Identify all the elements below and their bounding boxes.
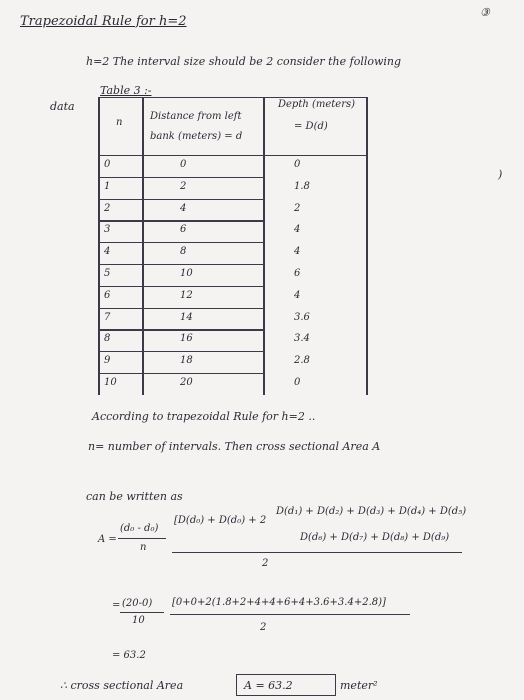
sub-frac-numerator: (20-0) <box>122 598 153 609</box>
formula-frac-denominator: n <box>140 542 147 553</box>
table-label: Table 3 :- <box>100 84 152 97</box>
header-distance-line2: bank (meters) = d <box>150 131 243 142</box>
table-row-divider <box>98 373 263 374</box>
formula-denominator-two: 2 <box>262 558 269 569</box>
table-cell-distance: 16 <box>180 333 193 345</box>
table-cell-n: 3 <box>104 224 111 236</box>
table-cell-depth: 4 <box>294 224 301 236</box>
table-cell-n: 2 <box>104 202 111 214</box>
table-cell-depth: 0 <box>294 377 301 388</box>
table-cell-n: 7 <box>104 311 111 323</box>
table-cell-n: 6 <box>104 289 111 301</box>
header-depth-line2: = D(d) <box>294 121 328 132</box>
table-cell-n: 8 <box>104 333 111 345</box>
header-n: n <box>116 117 123 128</box>
table-cell-depth: 1.8 <box>294 180 310 192</box>
sub-bracket: [0+0+2(1.8+2+4+4+6+4+3.6+3.4+2.8)] <box>172 597 386 608</box>
depth-table <box>98 97 368 395</box>
table-cell-depth: 4 <box>294 246 301 258</box>
data-label: data <box>50 100 75 113</box>
result-line: = 63.2 <box>112 650 146 661</box>
sub-main-bar <box>170 614 410 615</box>
table-row-divider <box>98 308 263 309</box>
table-row-divider <box>98 220 263 221</box>
table-cell-distance: 10 <box>180 268 193 279</box>
page-number: ③ <box>480 6 490 19</box>
according-line: According to trapezoidal Rule for h=2 .. <box>92 410 316 423</box>
table-cell-distance: 8 <box>180 246 187 258</box>
margin-mark: ) <box>498 168 503 181</box>
table-row-divider <box>98 177 263 178</box>
table-cell-n: 9 <box>104 355 111 367</box>
sub-frac-bar <box>120 612 164 613</box>
table-row-divider <box>98 242 263 243</box>
sub-denominator-two: 2 <box>260 622 267 633</box>
table-cell-depth: 2 <box>294 202 301 214</box>
table-cell-distance: 12 <box>180 289 193 301</box>
formula-lhs: A = <box>98 534 117 545</box>
can-be-written-line: can be written as <box>86 490 183 503</box>
table-cell-distance: 6 <box>180 224 187 236</box>
table-cell-depth: 3.6 <box>294 311 310 323</box>
table-row-divider <box>98 329 263 330</box>
table-row-divider <box>98 199 263 200</box>
table-cell-depth: 2.8 <box>294 355 310 367</box>
table-cell-depth: 0 <box>294 159 301 170</box>
table-cell-n: 5 <box>104 268 111 279</box>
table-cell-distance: 0 <box>180 159 187 170</box>
table-cell-distance: 18 <box>180 355 193 367</box>
table-cell-n: 10 <box>104 377 117 388</box>
table-column-divider <box>263 97 265 395</box>
table-cell-distance: 4 <box>180 202 187 214</box>
sub-equals: = <box>112 600 121 611</box>
formula-inner-bottom: D(d₆) + D(d₇) + D(d₈) + D(d₉) <box>300 532 450 543</box>
intervals-line: n= number of intervals. Then cross sectional Area A <box>88 440 381 453</box>
table-cell-distance: 20 <box>180 377 193 388</box>
formula-main-bar <box>172 552 462 553</box>
final-prefix: ∴ cross sectional Area <box>60 679 184 692</box>
table-row-divider <box>98 286 263 287</box>
table-cell-distance: 14 <box>180 311 193 323</box>
table-cell-distance: 2 <box>180 180 187 192</box>
table-cell-n: 1 <box>104 180 111 192</box>
table-cell-n: 4 <box>104 246 111 258</box>
table-cell-depth: 4 <box>294 289 301 301</box>
table-cell-depth: 6 <box>294 268 301 279</box>
page-title: Trapezoidal Rule for h=2 <box>20 14 187 29</box>
formula-bracket-start: [D(d₀) + D(d₀) + 2 <box>174 515 267 526</box>
table-row-divider <box>98 155 368 156</box>
table-cell-depth: 3.4 <box>294 333 310 345</box>
formula-frac-bar <box>118 538 166 539</box>
formula-inner-top: D(d₁) + D(d₂) + D(d₃) + D(d₄) + D(d₅) <box>276 506 467 517</box>
header-distance-line1: Distance from left <box>150 111 242 122</box>
table-row-divider <box>98 351 263 352</box>
sub-frac-denominator: 10 <box>132 615 145 626</box>
table-cell-n: 0 <box>104 159 111 170</box>
final-answer: A = 63.2 <box>244 679 293 692</box>
header-depth-line1: Depth (meters) <box>278 99 356 110</box>
final-unit: meter² <box>340 679 378 692</box>
table-row-divider <box>98 264 263 265</box>
intro-line: h=2 The interval size should be 2 consider the following <box>86 55 402 68</box>
table-border-right <box>366 97 368 395</box>
formula-frac-numerator: (d₀ - d₀) <box>120 523 159 534</box>
